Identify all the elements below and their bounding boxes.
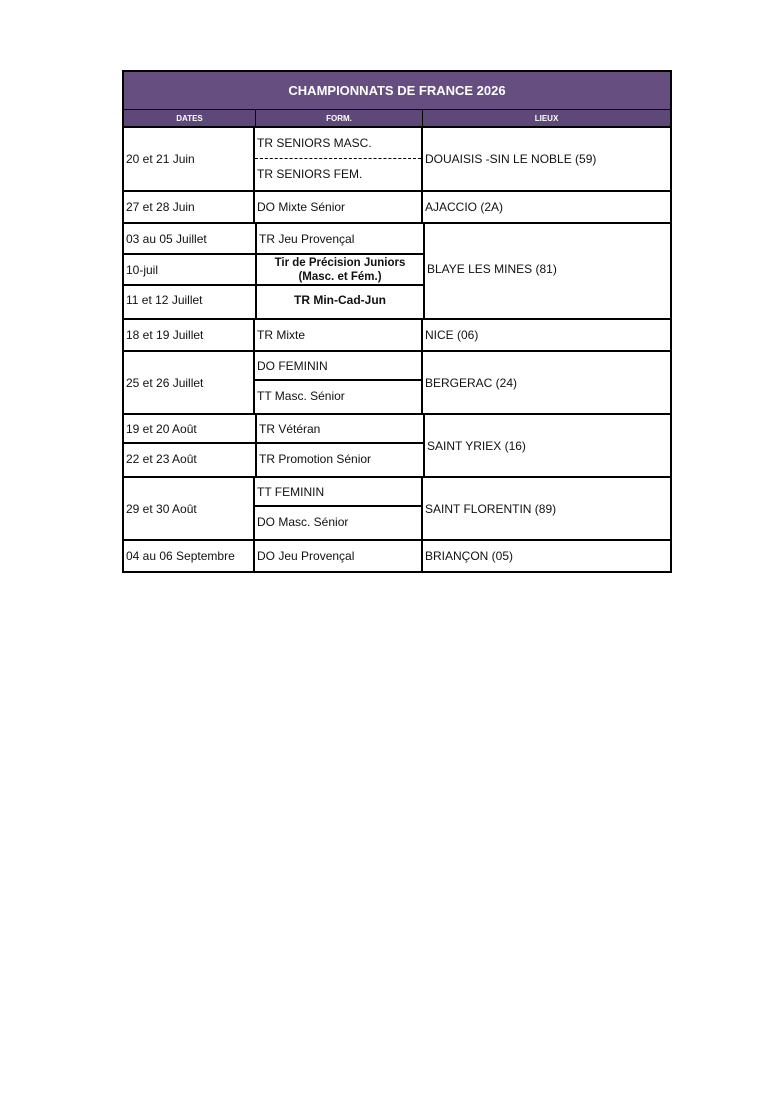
row-forms [255, 320, 421, 350]
row-forms [255, 541, 421, 571]
table-row-group [124, 224, 670, 320]
row-forms [257, 224, 423, 318]
row-lieu: NICE (06) [421, 320, 670, 350]
row-form: TT FEMININ [255, 478, 421, 507]
row-form: TR SENIORS MASC. [255, 128, 421, 159]
row-date: 29 et 30 Août [124, 478, 255, 539]
table-title: CHAMPIONNATS DE FRANCE 2026 [124, 72, 670, 110]
row-lieu: BERGERAC (24) [421, 352, 670, 413]
row-form: TR Mixte [257, 328, 305, 342]
row-form: DO FEMININ [255, 352, 421, 381]
row-form-line: Tir de Précision Juniors [274, 256, 406, 269]
row-forms [257, 415, 423, 476]
row-lieu: DOUAISIS -SIN LE NOBLE (59) [421, 128, 670, 190]
row-lieu: SAINT FLORENTIN (89) [421, 478, 670, 539]
row-forms [255, 352, 421, 413]
row-date: 20 et 21 Juin [124, 128, 255, 190]
table-header [124, 110, 670, 128]
row-forms [255, 478, 421, 539]
table-row [124, 320, 670, 352]
table-row [124, 541, 670, 571]
row-date: 10-juil [124, 255, 255, 286]
table-row [124, 128, 670, 192]
row-date: 25 et 26 Juillet [124, 352, 255, 413]
row-dates [124, 224, 257, 318]
row-lieu: SAINT YRIEX (16) [423, 415, 670, 476]
row-date: 19 et 20 Août [124, 415, 255, 444]
row-dates [124, 415, 257, 476]
row-date: 18 et 19 Juillet [124, 320, 255, 350]
header-lieux: LIEUX [534, 113, 559, 123]
row-date: 04 au 06 Septembre [124, 541, 255, 571]
row-date: 03 au 05 Juillet [124, 224, 255, 255]
row-lieu: BLAYE LES MINES (81) [423, 224, 670, 318]
row-form: DO Mixte Sénior [257, 200, 346, 214]
row-form: DO Jeu Provençal [257, 549, 355, 563]
row-form: TR Vétéran [257, 415, 423, 444]
table-row-group [124, 415, 670, 478]
row-form: TR SENIORS FEM. [257, 167, 363, 181]
row-form: DO Masc. Sénior [257, 515, 349, 529]
row-date: 27 et 28 Juin [124, 192, 255, 222]
row-form: TT Masc. Sénior [257, 389, 345, 403]
row-date: 22 et 23 Août [126, 452, 197, 466]
row-date: 11 et 12 Juillet [126, 293, 203, 307]
row-form: TR Promotion Sénior [259, 452, 372, 466]
row-lieu: AJACCIO (2A) [421, 192, 670, 222]
row-form-bold: TR Min-Cad-Jun [294, 293, 386, 307]
row-form: TR Jeu Provençal [257, 224, 423, 255]
row-lieu: BRIANÇON (05) [421, 541, 670, 571]
row-form-bold [257, 255, 423, 286]
header-dates: DATES [176, 113, 203, 123]
championships-table [122, 70, 672, 573]
table-row [124, 352, 670, 415]
table-row [124, 192, 670, 224]
row-form-line: (Masc. et Fém.) [298, 270, 382, 283]
row-forms [255, 128, 421, 190]
row-forms [255, 192, 421, 222]
header-form: FORM. [255, 110, 423, 126]
table-row [124, 478, 670, 541]
